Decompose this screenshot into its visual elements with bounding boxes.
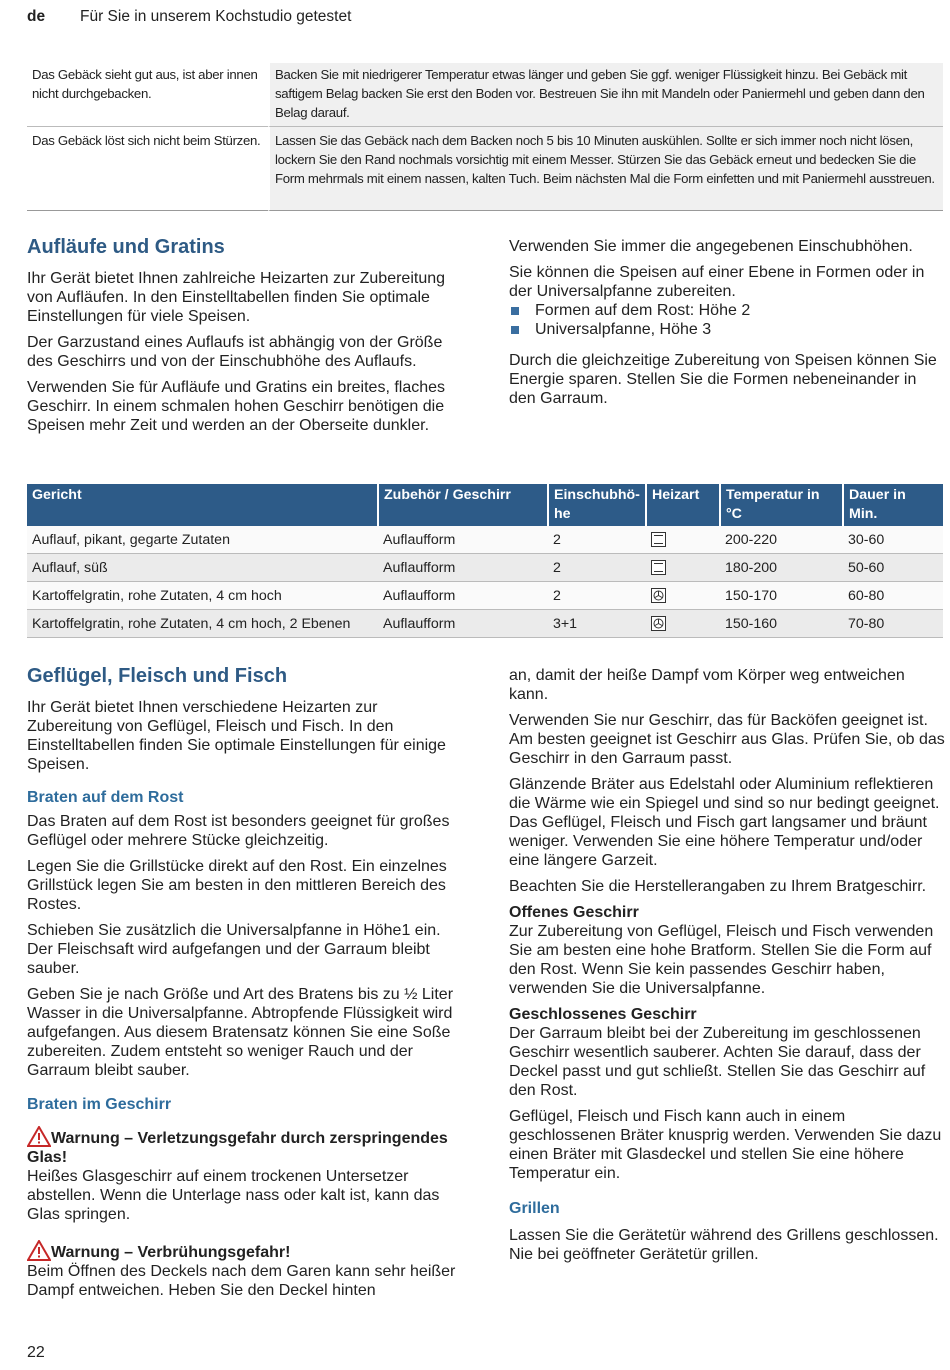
- warning-title: [27, 1240, 467, 1262]
- warning-title-text: Warnung – Verletzungsgefahr durch zerspringendes Glas!: [27, 1130, 448, 1166]
- problem-cell: Das Gebäck sieht gut aus, ist aber innen nicht durchgebacken.: [27, 63, 268, 127]
- accessory-cell: Auflaufform: [378, 526, 548, 554]
- problem-cell: Das Gebäck löst sich nicht beim Stürzen.: [27, 127, 268, 211]
- column-header: Zubehör / Geschirr: [378, 484, 548, 526]
- auflaeufe-right-column: [509, 237, 945, 415]
- paragraph: Das Braten auf dem Rost ist besonders geeignet für großes Geflügel oder mehrere Stücke gleichzeitig.: [27, 813, 450, 849]
- paragraph: Ihr Gerät bietet Ihnen verschiedene Heizarten zur Zubereitung von Geflügel, Fleisch und Fisch. In den Einstelltabellen finden Sie optimale Einstellungen für einige Speisen.: [27, 699, 446, 773]
- level-cell: 2: [548, 582, 646, 610]
- page-number: 22: [27, 1344, 45, 1361]
- paragraph: Sie können die Speisen auf einer Ebene in Formen oder in der Universalpfanne zubereiten.: [509, 264, 925, 300]
- paragraph: Zur Zubereitung von Geflügel, Fleisch und Fisch verwenden Sie am besten eine hohe Bratform. Stellen Sie die Form auf den Rost. Wenn Sie kein passendes Geschirr haben, verwenden Sie die Universalpfanne.: [509, 923, 934, 997]
- table-row: [27, 582, 943, 610]
- warning-icon: [27, 1126, 51, 1147]
- paragraph: Geben Sie je nach Größe und Art des Bratens bis zu ½ Liter Wasser in die Universalpfanne. Abtropfende Flüssigkeit wird aufgefangen. Aus diesem Bratensatz können Sie eine Soße zubereiten. Zudem entsteht so weniger Rauch und der Garraum bleibt sauber.: [27, 986, 454, 1079]
- top-bottom-heat-icon: [651, 560, 666, 575]
- level-cell: 2: [548, 526, 646, 554]
- level-cell: 2: [548, 554, 646, 582]
- table-row: [27, 526, 943, 554]
- table-row: [27, 554, 943, 582]
- paragraph: Verwenden Sie für Aufläufe und Gratins ein breites, flaches Geschirr. In einem schmalen hohen Geschirr benötigen die Speisen mehr Zeit und werden an der Oberseite dunkler.: [27, 379, 446, 434]
- column-header: Gericht: [27, 484, 378, 526]
- paragraph: Durch die gleichzeitige Zubereitung von Speisen können Sie Energie sparen. Stellen Sie die Formen nebeneinander in den Garraum.: [509, 352, 937, 407]
- dish-cell: Auflauf, pikant, gegarte Zutaten: [27, 526, 378, 554]
- temperature-cell: 180-200: [720, 554, 843, 582]
- troubleshooting-table: [27, 63, 943, 211]
- paragraph: Beim Öffnen des Deckels nach dem Garen kann sehr heißer Dampf entweichen. Heben Sie den Deckel hinten: [27, 1263, 456, 1299]
- list-item: [509, 320, 945, 339]
- duration-cell: 70-80: [843, 610, 943, 638]
- duration-cell: 30-60: [843, 526, 943, 554]
- heat-cell: [646, 610, 720, 638]
- column-header: Temperatur in °C: [720, 484, 843, 526]
- list-item: [509, 301, 945, 320]
- table-row: [27, 610, 943, 638]
- table-row: [27, 127, 943, 211]
- gefluegel-right-column: [509, 666, 945, 1271]
- subheading-grillen: Grillen: [509, 1200, 560, 1217]
- paragraph: Der Garzustand eines Auflaufs ist abhängig von der Größe des Geschirrs und von der Einschubhöhe des Auflaufs.: [27, 334, 443, 370]
- paragraph: Ihr Gerät bietet Ihnen zahlreiche Heizarten zur Zubereitung von Aufläufen. In den Einstelltabellen finden Sie optimale Einstellungen für viele Speisen.: [27, 270, 446, 325]
- level-cell: 3+1: [548, 610, 646, 638]
- header-title: Für Sie in unserem Kochstudio getestet: [80, 8, 352, 25]
- subheading-braten-rost: Braten auf dem Rost: [27, 789, 184, 806]
- dish-cell: Auflauf, süß: [27, 554, 378, 582]
- paragraph: an, damit der heiße Dampf vom Körper weg entweichen kann.: [509, 667, 905, 703]
- section-heading-gefluegel: Geflügel, Fleisch und Fisch: [27, 665, 288, 687]
- warning-title-text: Warnung – Verbrühungsgefahr!: [51, 1244, 291, 1261]
- paragraph: Verwenden Sie immer die angegebenen Einschubhöhen.: [509, 238, 913, 255]
- list-item-text: Universalpfanne, Höhe 3: [535, 321, 712, 338]
- duration-cell: 60-80: [843, 582, 943, 610]
- table-row: [27, 63, 943, 127]
- paragraph: Beachten Sie die Herstellerangaben zu Ihrem Bratgeschirr.: [509, 878, 927, 895]
- temperature-cell: 200-220: [720, 526, 843, 554]
- warning-title: [27, 1126, 467, 1167]
- column-header: Heizart: [646, 484, 720, 526]
- dish-cell: Kartoffelgratin, rohe Zutaten, 4 cm hoch: [27, 582, 378, 610]
- paragraph: Der Garraum bleibt bei der Zubereitung im geschlossenen Geschirr wesentlich sauberer. Achten Sie darauf, dass der Deckel passt und gut schließt. Stellen Sie das Geschirr auf den Rost.: [509, 1025, 926, 1099]
- dish-cell: Kartoffelgratin, rohe Zutaten, 4 cm hoch, 2 Ebenen: [27, 610, 378, 638]
- column-header: Dauer in Min.: [843, 484, 943, 526]
- hot-air-icon: [651, 588, 666, 603]
- hot-air-icon: [651, 616, 666, 631]
- accessory-cell: Auflaufform: [378, 610, 548, 638]
- list-item-text: Formen auf dem Rost: Höhe 2: [535, 302, 751, 319]
- top-bottom-heat-icon: [651, 532, 666, 547]
- paragraph: Verwenden Sie nur Geschirr, das für Backöfen geeignet ist. Am besten geeignet ist Geschirr aus Glas. Prüfen Sie, ob das Geschirr in den Garraum passt.: [509, 712, 945, 767]
- column-header: Einschubhö-he: [548, 484, 646, 526]
- paragraph: Schieben Sie zusätzlich die Universalpfanne in Höhe1 ein. Der Fleischsaft wird aufgefangen und der Garraum bleibt sauber.: [27, 922, 441, 977]
- duration-cell: 50-60: [843, 554, 943, 582]
- heat-cell: [646, 554, 720, 582]
- accessory-cell: Auflaufform: [378, 582, 548, 610]
- table-header-row: [27, 484, 943, 526]
- heat-cell: [646, 582, 720, 610]
- settings-table: [27, 484, 943, 638]
- paragraph: Lassen Sie die Gerätetür während des Grillens geschlossen. Nie bei geöffneter Gerätetür grillen.: [509, 1227, 939, 1263]
- solution-cell: Backen Sie mit niedrigerer Temperatur etwas länger und geben Sie ggf. weniger Flüssigkeit hinzu. Bei Gebäck mit saftigem Belag backen Sie erst den Boden vor. Bestreuen Sie ihn mit Mandeln oder Paniermehl und geben dann den Belag darauf.: [268, 63, 943, 127]
- subheading-braten-geschirr: Braten im Geschirr: [27, 1096, 172, 1113]
- subheading-offenes-geschirr: Offenes Geschirr: [509, 904, 639, 921]
- section-heading-auflaeufe: Aufläufe und Gratins: [27, 236, 225, 258]
- language-code: de: [27, 8, 46, 25]
- paragraph: Glänzende Bräter aus Edelstahl oder Aluminium reflektieren die Wärme wie ein Spiegel und sind so nur bedingt geeignet. Das Geflügel, Fleisch und Fisch gart langsamer und bräunt weniger. Verwenden Sie eine höhere Temperatur und/oder eine längere Garzeit.: [509, 776, 940, 869]
- warning-icon: [27, 1240, 51, 1261]
- accessory-cell: Auflaufform: [378, 554, 548, 582]
- paragraph: Legen Sie die Grillstücke direkt auf den Rost. Ein einzelnes Grillstück legen Sie am besten in den mittleren Bereich des Rostes.: [27, 858, 447, 913]
- paragraph: Heißes Glasgeschirr auf einem trockenen Untersetzer abstellen. Wenn die Unterlage nass oder kalt ist, kann das Glas springen.: [27, 1168, 440, 1223]
- gefluegel-left-column: [27, 698, 467, 1307]
- auflaeufe-left-column: [27, 269, 447, 442]
- paragraph: Geflügel, Fleisch und Fisch kann auch in einem geschlossenen Bräter knusprig werden. Verwenden Sie dazu einen Bräter mit Glasdeckel und stellen Sie eine höhere Temperatur ein.: [509, 1108, 942, 1182]
- bullet-icon: [511, 307, 519, 315]
- temperature-cell: 150-160: [720, 610, 843, 638]
- heat-cell: [646, 526, 720, 554]
- subheading-geschlossenes-geschirr: Geschlossenes Geschirr: [509, 1006, 697, 1023]
- bullet-icon: [511, 326, 519, 334]
- temperature-cell: 150-170: [720, 582, 843, 610]
- solution-cell: Lassen Sie das Gebäck nach dem Backen noch 5 bis 10 Minuten auskühlen. Sollte er sich immer noch nicht lösen, lockern Sie den Rand nochmals vorsichtig mit einem Messer. Stürzen Sie das Gebäck erneut und bedecken Sie die Form mehrmals mit einem nassen, kalten Tuch. Beim nächsten Mal die Form einfetten und mit Paniermehl ausstreuen.: [268, 127, 943, 211]
